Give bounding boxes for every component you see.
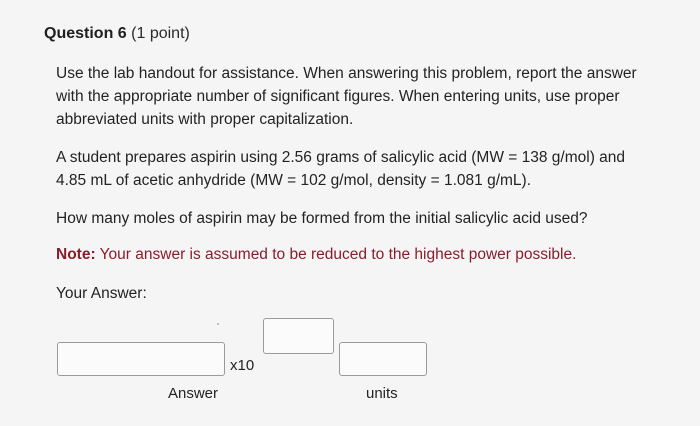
question-prompt: How many moles of aspirin may be formed from the initial salicylic acid used?	[56, 210, 588, 227]
your-answer-label: Your Answer:	[56, 285, 147, 302]
instructions-line: abbreviated units with proper capitalization.	[56, 111, 354, 128]
times-ten-label: x10	[230, 357, 255, 374]
problem-line: 4.85 mL of acetic anhydride (MW = 102 g/mol, density = 1.081 g/mL).	[56, 172, 531, 189]
question-header	[44, 25, 190, 43]
question-number: Question 6	[44, 25, 127, 42]
stray-dot	[217, 323, 219, 325]
answer-input[interactable]	[57, 342, 225, 376]
exponent-input[interactable]	[263, 318, 334, 354]
units-caption: units	[366, 385, 398, 402]
question-points: (1 point)	[131, 25, 190, 42]
instructions-text	[56, 62, 637, 131]
instructions-line: Use the lab handout for assistance. When answering this problem, report the answer	[56, 65, 637, 82]
problem-text	[56, 146, 625, 192]
note-text	[56, 246, 576, 264]
units-input[interactable]	[339, 342, 427, 376]
note-body: Your answer is assumed to be reduced to the highest power possible.	[99, 246, 577, 263]
note-label: Note:	[56, 246, 96, 263]
instructions-line: with the appropriate number of significant figures. When entering units, use proper	[56, 88, 620, 105]
answer-caption: Answer	[168, 385, 219, 402]
problem-line: A student prepares aspirin using 2.56 grams of salicylic acid (MW = 138 g/mol) and	[56, 149, 626, 166]
